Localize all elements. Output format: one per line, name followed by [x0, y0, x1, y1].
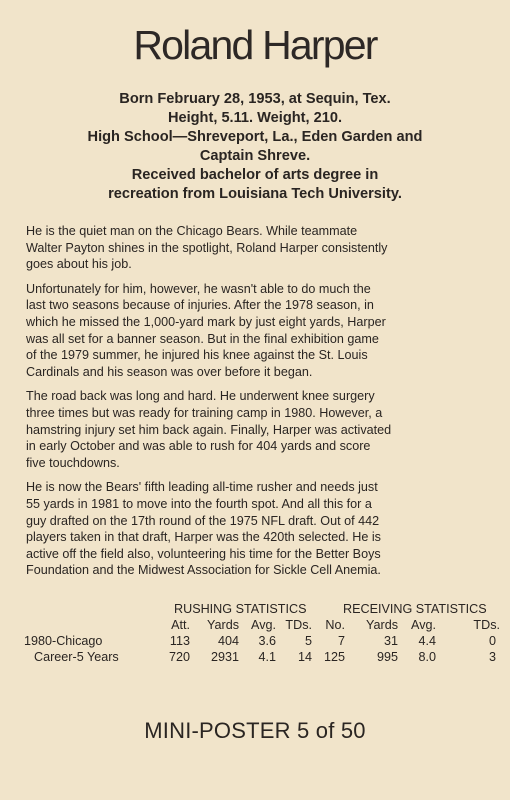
bio-line: Height, 5.11. Weight, 210. [167, 110, 343, 126]
header-rec-yards: Yards [366, 618, 398, 632]
text-line: 55 yards in 1981 to move into the fourth spot. And all this for a [26, 496, 372, 511]
paragraph [26, 223, 496, 273]
biography-text [26, 223, 496, 587]
text-line: guy drafted on the 17th round of the 1975 NFL draft. Out of 442 [26, 513, 380, 528]
table-cell: 7 [337, 634, 345, 648]
text-line: Unfortunately for him, however, he wasn't able to do much the [26, 281, 371, 296]
text-line: in early October and was able to rush for 404 yards and score [26, 439, 371, 454]
text-line: which he missed the 1,000-yard mark by just eight yards, Harper [26, 314, 386, 329]
bio-line: High School—Shreveport, La., Eden Garden and [87, 129, 423, 145]
text-line: He is now the Bears' fifth leading all-time rusher and needs just [26, 480, 378, 495]
text-line: Walter Payton shines in the spotlight, Roland Harper consistently [26, 240, 388, 255]
player-name: Roland Harper [133, 22, 377, 68]
row-label: 1980-Chicago [24, 634, 103, 648]
table-cell: 720 [168, 650, 190, 664]
table-cell: 995 [376, 650, 398, 664]
text-line: He is the quiet man on the Chicago Bears. While teammate [26, 224, 358, 238]
text-line: last two seasons because of injuries. After the 1978 season, in [26, 298, 374, 313]
table-cell: 125 [323, 650, 345, 664]
table-cell: 31 [383, 634, 398, 648]
row-label: Career-5 Years [34, 650, 119, 664]
header-rush-avg: Avg. [251, 618, 276, 632]
text-line: five touchdowns. [26, 455, 120, 470]
text-line: was all set for a banner season. But in the final exhibition game [26, 331, 379, 346]
paragraph [26, 479, 496, 579]
text-line: Cardinals and his season was over before it began. [26, 364, 313, 379]
text-line: three times but was ready for training camp in 1980. However, a [26, 405, 383, 420]
rushing-stats-heading: RUSHING STATISTICS [174, 602, 307, 616]
text-line: The road back was long and hard. He underwent knee surgery [26, 389, 375, 404]
paragraph [26, 388, 496, 471]
text-line: active off the field also, volunteering his time for the Better Boys [26, 546, 381, 561]
text-line: of the 1979 summer, he injured his knee against the St. Louis [26, 348, 368, 363]
text-line: goes about his job. [26, 257, 132, 272]
table-cell: 404 [217, 634, 239, 648]
bio-line: recreation from Louisiana Tech University. [108, 186, 402, 202]
stats-table [24, 601, 504, 681]
header-rush-yards: Yards [207, 618, 239, 632]
text-line: players taken in that draft, Harper was the 420th selected. He is [26, 530, 381, 545]
table-cell: 0 [488, 634, 496, 648]
bio-line: Born February 28, 1953, at Sequin, Tex. [119, 91, 391, 107]
text-line: hamstring injury set him back again. Finally, Harper was activated [26, 422, 392, 437]
table-cell: 4.1 [258, 650, 276, 664]
header-rec-no: No. [325, 618, 345, 632]
bio-line: Captain Shreve. [199, 148, 311, 164]
bio-line: Received bachelor of arts degree in [131, 167, 379, 183]
table-cell: 5 [304, 634, 312, 648]
paragraph [26, 281, 496, 381]
table-cell: 3 [488, 650, 496, 664]
table-cell: 2931 [210, 650, 239, 664]
text-line: Foundation and the Midwest Association for Sickle Cell Anemia. [26, 563, 381, 578]
table-cell: 8.0 [418, 650, 436, 664]
header-rec-avg: Avg. [411, 618, 436, 632]
table-cell: 4.4 [418, 634, 436, 648]
header-att: Att. [171, 618, 190, 632]
receiving-stats-heading: RECEIVING STATISTICS [343, 602, 487, 616]
series-footer: MINI-POSTER 5 of 50 [144, 718, 366, 743]
table-cell: 3.6 [258, 634, 276, 648]
table-cell: 113 [169, 634, 190, 648]
table-cell: 14 [297, 650, 312, 664]
header-rush-tds: TDs. [285, 618, 312, 632]
bio-block [20, 90, 490, 204]
header-rec-tds: TDs. [473, 618, 500, 632]
